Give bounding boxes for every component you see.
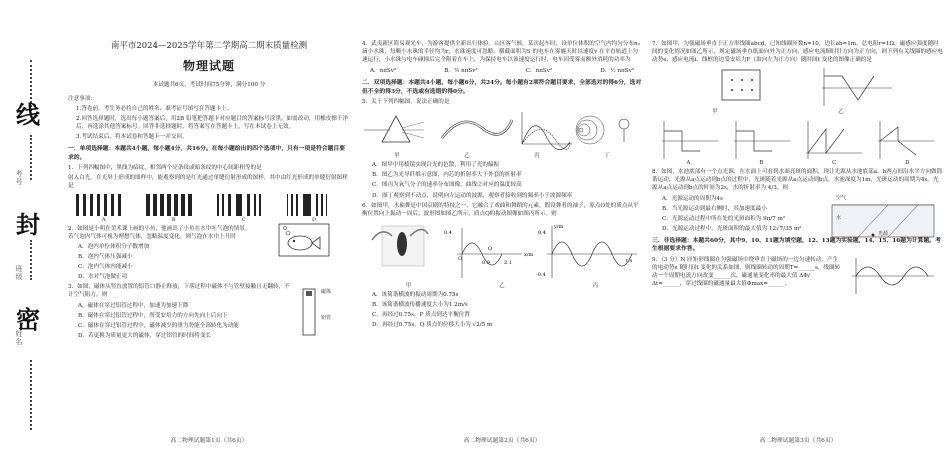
question-6: 6．如图甲，水袖舞是中国京剧的特技之一，它融合了戏曲和舞蹈的元素。假设舞者的袖子，原点O处的质点从平衡位置向上振动一周后，波形图如图乙所示，质点Q的振动图像如图丙所示。则 [362, 202, 639, 217]
q7-option-labels [652, 160, 944, 168]
q2-option: A．泡内单位体积分子数增加 [78, 243, 150, 250]
binding-label-banji: 班级 [15, 265, 23, 281]
option-label: B [171, 217, 176, 224]
axis-value: 0.4 [538, 229, 546, 236]
q6-figure-labels [362, 283, 642, 291]
option-label: A [686, 160, 691, 167]
pattern-c [217, 194, 272, 216]
axis-t-label: t/s [626, 257, 633, 264]
axis-value: 0.4 [444, 229, 452, 236]
q6-option: C．再经过0.75s，P 质点到达平衡位置 [372, 312, 470, 319]
magnet-label: 磁体 [321, 289, 332, 296]
q5-option: B．图乙为光导纤维示意图，内芯的折射率大于外套的折射率 [372, 172, 522, 179]
q7-figures-top [652, 66, 942, 110]
question-1-detail: 射入白光。在光屏上形成的图样中，能观察到的是红光通过单缝衍射形成的图样。其中由红光形成的单缝衍射图样是 [68, 175, 348, 190]
figure-label: 乙 [464, 153, 470, 160]
section-1-heading: 一．单项选择题：本题共4小题，每小题4分，共16分。在每小题给出的四个选项中，只有一项是符合题目要求的。 [68, 146, 345, 161]
page-2 [362, 0, 642, 457]
q3-option: A．磁体在穿过铝管过程中，加速为加速下降 [78, 302, 189, 309]
axis-value: 2.1 [504, 259, 512, 266]
q2-option: C．泡内气体内能减小 [78, 264, 133, 271]
q6-option: A．该简谐横波的振动周期为0.75s [372, 291, 459, 298]
q6-figures [362, 220, 642, 284]
answer-graph-c [806, 121, 862, 159]
prism-figure [364, 116, 424, 142]
seal-dotted-line [30, 135, 34, 180]
q2-option: D．水对气泡做正功 [78, 274, 128, 281]
seal-dotted-line [30, 240, 34, 280]
question-2: 2．如图是小明在美术课上画的小鱼，他画出了小鱼在水中吐气泡的情景。若气泡内气体可视为理想气体，忽略温度变化，则气泡在水中上升时 [68, 225, 251, 240]
q8-option: D．光源运动过程中，光斑面积的最大值为 12√7/35 m² [662, 225, 802, 232]
q4-option: B．½ nπSv³ [444, 68, 478, 75]
source-label: 光源 [878, 230, 889, 237]
axis-value: -0.4 [536, 271, 546, 278]
page-3 [652, 0, 944, 457]
aluminum-tube-drawing [299, 287, 319, 337]
water-label: 水 [836, 214, 842, 221]
binding-label-kaohao: 考号 [15, 170, 23, 186]
option-label: C [832, 160, 837, 167]
q4-option: C．nπSv² [525, 68, 553, 75]
question-8: 8．如图，水池底部有一个点光源，在水面上可看到水面亮斑的面积，现让光源从水池底部a、b两点间沿水平方向做简谐运动，光源从a点运动到b点的过程中，光斑随着光源从a点运动到b点，水池深度为1m，光斑运动的周期为4s。光源从a点运动到b点的时间为2s，水的折射率为 4/3，则 [652, 169, 943, 192]
q5-figure-labels [362, 153, 642, 161]
figure-label: 甲 [712, 109, 718, 116]
question-5: 5．关于下列四幅图，说法正确的是 [362, 99, 450, 106]
axis-y-label: y/m [554, 223, 564, 230]
figure-label: 甲 [405, 283, 412, 290]
page-footer: 高二物理试题第2页（共6页） [463, 437, 541, 444]
page-footer: 高二物理试题第1页（共6页） [170, 437, 248, 444]
q1-diffraction-patterns [76, 194, 342, 216]
question-3: 3．如图，磁体从竖直放置的铝管口静止释放，下落过程中磁体不与管壁接触且无翻转，不计空气阻力，则 [68, 284, 290, 299]
wave-source-figure [576, 116, 629, 144]
option-label: D [905, 160, 910, 167]
q3-option: B．磁体在穿过铝管过程中，所受安培力的方向先向上后向下 [78, 312, 228, 319]
page-1 [68, 0, 350, 457]
q6-option: B．该简谐横波传播速度大小为1.2m/s [372, 301, 468, 308]
air-label: 空气 [836, 194, 847, 201]
exam-title: 物理试题 [182, 59, 235, 74]
fish-drawing [278, 223, 330, 257]
seal-char-feng: 封 [16, 210, 40, 239]
notice-item: 1.答卷前，考生务必将自己的姓名、准考证号填写在答题卡上。 [76, 105, 233, 112]
q5-option: D．图丁观察到不动点，说明向左运动的波源，观察者接收到的频率小于波源频率 [372, 192, 573, 199]
origin-label: O [458, 255, 463, 262]
q8-option: A．光源运动的周期为4s [662, 195, 723, 202]
speed-distribution-figure [522, 112, 572, 150]
q3-option: D．若更换为质量更大的磁体，穿过铝管的时间将变长 [78, 332, 212, 339]
section-2-heading: 二．双项选择题：本题共4小题，每小题6分，共24分。每小题有2项符合题目要求，全部选对的得6分，选对但不全的得3分，不选或有选错的得0分。 [362, 80, 642, 95]
q8-option: C．光源运动过程中所在处的光斑面积为 9π/7 m² [662, 215, 786, 222]
q5-option: A．图甲中用棱镜实现白光的色散，利用了光的偏振 [372, 162, 500, 169]
q4-option: A．nπSv³ [370, 68, 397, 75]
figure-label: 丙 [592, 283, 599, 290]
page-footer: 高二物理试题第3页（共6页） [759, 437, 837, 444]
pool-figure [828, 191, 938, 241]
axis-x-label: x/m [524, 251, 534, 258]
binding-label-xingming: 姓名 [15, 330, 23, 346]
q8-option: B．当光源运动到最右侧时，其加速度最小 [662, 205, 767, 212]
option-label: D [311, 217, 316, 224]
magnet-tube-figure [299, 287, 344, 339]
dancer-figure [372, 226, 428, 266]
figure-label: 乙 [838, 109, 844, 116]
coil-figure-jia [722, 70, 760, 100]
q4-option: D．½ nπSv² [600, 68, 634, 75]
q7-top-labels [652, 109, 944, 117]
q7-answer-graphs [652, 117, 942, 161]
option-label: C [241, 217, 246, 224]
exam-subtitle: 本试题共6页，考试时间75分钟，满分100 分 [152, 81, 266, 88]
notice-item: 2.回答选择题时，选出每小题答案后，用2B 铅笔把答题卡对应题目的答案标号涂黑。如需改动，用橡皮擦干净后，再选涂其他答案标号。回答非选择题时，将答案写在答题卡上，写在本试卷上无效。 [76, 116, 349, 131]
point-q-label: Q [488, 245, 493, 252]
pattern-d [287, 194, 342, 216]
notice-item: 3.考试结束后，将本试卷和答题卡一并交回。 [76, 134, 188, 141]
question-1: 1．下列四幅图中，黑线为暗纹，相邻两个亮条纹或暗条纹的中心间距相等的是 [68, 165, 262, 172]
binding-margin [0, 0, 62, 457]
pattern-a [76, 194, 131, 216]
q5-figures [362, 108, 642, 152]
b-t-graph-yi [822, 68, 892, 106]
q2-option: B．泡内气体压强减小 [78, 254, 133, 261]
figure-label: 丙 [534, 153, 540, 160]
notice-title: 注意事项： [68, 95, 96, 102]
q3-option: C．磁体在穿过铝管过程中，磁体减少的重力势能全部转化为动能 [78, 322, 239, 329]
section-3-heading: 三．非选择题：本题共60分，其中9、10、11题为填空题，12、13题为实验题，14、15、16题为计算题。考生根据要求作答。 [652, 237, 941, 253]
option-label: A [102, 217, 106, 224]
option-label: B [759, 160, 764, 167]
axis-value: 0.9 [482, 259, 490, 266]
exam-header: 南平市2024—2025学年第二学期高二期末质量检测 [110, 41, 308, 51]
q5-option: C．图丙为氧气分子的速率分布图像，曲线②对应的温度较高 [372, 182, 522, 189]
answer-graph-a [662, 121, 718, 159]
figure-label: 丁 [604, 153, 610, 160]
answer-graph-b [734, 121, 790, 159]
pattern-b [146, 194, 201, 216]
question-4: 4．武夷新区简易观光车，为游客提供全新出行体验。山区客气候，某次起车时，设单位体积的空气内均匀分布n₀ 滴小水珠，每颗小水珠的半径均为r，水珠速度可忽略。横截面积为S 的电车在雾霾天时以速度v 在平直轨道上匀速运行，小水珠与电车碰撞后完全附着在车上，为保持电车以该速度运行时，电车因受雾而额外消耗的功率为 [362, 41, 640, 64]
figure-label: 乙 [499, 283, 505, 290]
answer-graph-d [878, 121, 934, 159]
question-9: 9．（3 分）N 匝矩形线圈在匀强磁场中绕垂直于磁场的一边匀速转动，产生的电动势e 随时间t 变化的关系如图，则线圈转动的周期T=______s，线圈转动一个周期电流方向改变______次，磁通量变化率的最大值 ΔΦ/Δt=______，穿过线圈的磁通量最大值Φmax=______。 [652, 256, 841, 288]
optical-fiber-figure [442, 120, 512, 138]
seal-char-xian: 线 [16, 100, 40, 129]
q4-options [362, 67, 642, 75]
q6-option: D．再经过0.75s，Q 质点的位移大小为 √2/5 m [372, 322, 493, 329]
question-7: 7．如图甲，匀强磁场垂直于正方形线圈abcd，已知线圈匝数n=10，边长ab=1m，总电阻r=1Ω，磁感应强度随时间的变化情况如图乙所示，规定磁场垂直纸面向外为正方向，感应电流顺时针方向为正方向，则下列有关线圈的感应电动势e、感应电流i、线框的边受安培力F（取向左为正方向）随时间t 变化的图像正确的是 [652, 41, 943, 64]
seal-char-mi: 密 [16, 305, 40, 334]
tube-label: 铝管 [321, 315, 332, 322]
wave-graph-yi [444, 228, 534, 278]
q9-emf-graph [848, 256, 938, 296]
seal-dotted-line [30, 360, 34, 430]
vibration-graph-bing [536, 224, 637, 278]
figure-label: 甲 [394, 153, 400, 160]
